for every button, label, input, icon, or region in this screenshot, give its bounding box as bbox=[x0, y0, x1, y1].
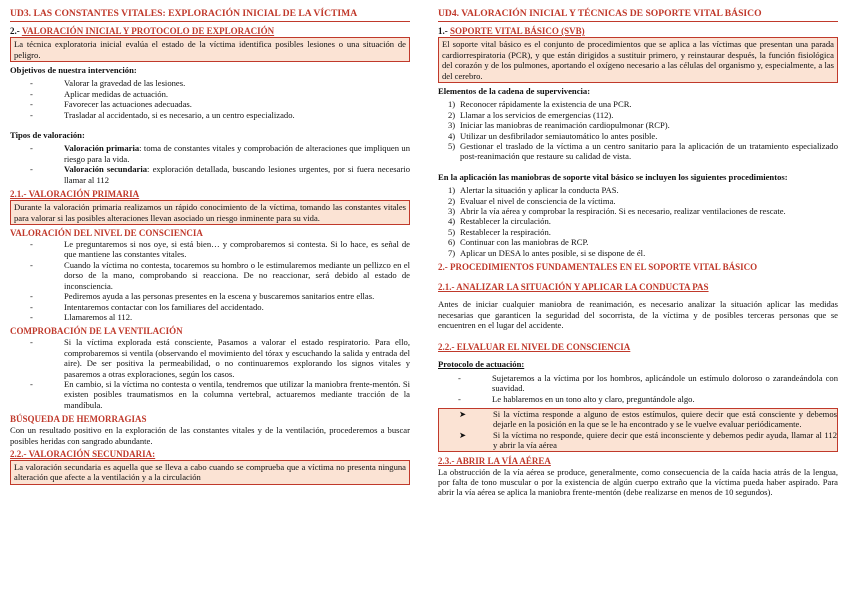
highlight-box: La técnica exploratoria inicial evalúa el estado de la víctima identifica posibles lesiones o una situación de peligro. bbox=[10, 37, 410, 62]
section-title: 2.3.- ABRIR LA VÍA AÉREA bbox=[438, 455, 551, 466]
list-item: 5) Restablecer la respiración. bbox=[448, 226, 551, 237]
highlight-box: La valoración secundaria es aquella que se lleva a cabo cuando se comprueba que a víctima no presenta ninguna alteración que afecte a la ventilación y a la circulación bbox=[10, 460, 410, 485]
chain-label: Elementos de la cadena de supervivencia: bbox=[438, 86, 591, 96]
arrow-icon: ➤ bbox=[459, 408, 467, 419]
list-item: - Le hablaremos en un tono alto y claro, preguntándole algo. bbox=[458, 393, 695, 404]
list-item: - Favorecer las actuaciones adecuadas. bbox=[30, 99, 192, 110]
list-item: - Valoración primaria: toma de constantes vitales y comprobación de alteraciones que impliquen un riesgo para la vida. bbox=[30, 143, 411, 164]
objectives-list bbox=[10, 78, 410, 120]
protocol-label: Protocolo de actuación: bbox=[438, 359, 525, 370]
types-label: Tipos de valoración: bbox=[10, 130, 85, 141]
objectives-label: Objetivos de nuestra intervención: bbox=[10, 65, 137, 75]
list-item: 1) Alertar la situación y aplicar la conducta PAS. bbox=[448, 185, 619, 196]
unit-title: UD3. LAS CONSTANTES VITALES: EXPLORACIÓN INICIAL DE LA VÍCTIMA bbox=[10, 8, 410, 22]
procedures-label: En la aplicación las maniobras de soporte vital básico se incluyen los siguientes procedimientos: bbox=[438, 171, 788, 182]
list-item: 7) Aplicar un DESA lo antes posible, si se dispone de él. bbox=[448, 247, 646, 258]
list-item: - Cuando la víctima no contesta, tocaremos su hombro o le estimularemos mediante un pellizco en el dorso de la mano, comprobando si reacciona. De no reaccionar, será debido al estado de inconsciencia. bbox=[30, 259, 410, 291]
right-column bbox=[438, 6, 838, 501]
section-title: 2.2.- VALORACIÓN SECUNDARIA: bbox=[10, 448, 156, 459]
subsection-title: BÚSQUEDA DE HEMORRAGIAS bbox=[10, 414, 147, 425]
highlight-box: El soporte vital básico es el conjunto de procedimientos que se aplica a las víctimas que presentan una parada cardiorrespiratoria (PCR), y que están dirigidos a sustituir primero, y reinstaurar después, la función fisiológica del corazón y de los pulmones, aportando el oxígeno necesario a las células del organismo y, especialmente, a las del cerebro. bbox=[438, 37, 838, 83]
list-item: - Trasladar al accidentado, si es necesario, a un centro especializado. bbox=[30, 109, 295, 120]
left-column bbox=[10, 6, 410, 488]
list-item: ➤ Si la víctima responde a alguno de estos estímulos, quiere decir que está consciente y debemos dejarle en la posición en la que se le ha encontrado y se le vuelve evaluar periódicamente. bbox=[459, 408, 837, 430]
list-item: 1) Reconocer rápidamente la existencia de una PCR. bbox=[448, 99, 632, 110]
paragraph: La obstrucción de la vía aérea se produce, generalmente, como consecuencia de la caída hacia atrás de la lengua, por falta de tono muscular o por la existencia de algún cuerpo extraño que la víctima pueda haber aspirado. Para abrir la vía aérea se aplica la maniobra frente-mentón (debe realizarse en menos de 10 segundos). bbox=[438, 466, 838, 498]
paragraph: Antes de iniciar cualquier maniobra de reanimación, es necesario analizar la situación aplicar las medidas necesarias que garanticen la seguridad del socorrista, de la víctima y de posibles terceras personas que se encuentren en el lugar del accidente. bbox=[438, 299, 838, 330]
list-item: 4) Restablecer la circulación. bbox=[448, 216, 551, 227]
paragraph: Con un resultado positivo en la exploración de las constantes vitales y de la ventilación, procederemos a buscar posibles heridas con sangrado abundante. bbox=[10, 425, 410, 446]
list-item: - Valoración secundaria: exploración detallada, buscando lesiones urgentes, por si fuera necesario llamar al 112 bbox=[30, 164, 411, 185]
list-item: 6) Continuar con las maniobras de RCP. bbox=[448, 237, 589, 248]
list-item: - Si la víctima explorada está consciente, Pasamos a valorar el estado respiratorio. Para ello, comprobaremos si ventila (observando el movimiento del tórax y escuchando la salida y entrada del aire). De ser positiva la permeabilidad, o no continuaremos explorando los signos vitales y pasaremos a otras exploraciones, según los casos. bbox=[30, 337, 410, 379]
list-item: 4) Utilizar un desfibrilador semiautomático lo antes posible. bbox=[448, 130, 658, 141]
highlight-box bbox=[438, 408, 838, 452]
list-item: - Pediremos ayuda a las personas presentes en la escena y buscaremos sanitarios entre ellas. bbox=[30, 291, 375, 302]
types-list bbox=[10, 143, 410, 185]
arrow-icon: ➤ bbox=[459, 429, 467, 440]
ventilation-list bbox=[10, 337, 410, 410]
section-title: 2.2.- ELVALUAR EL NIVEL DE CONSCIENCIA bbox=[438, 342, 631, 353]
list-item: - Valorar la gravedad de las lesiones. bbox=[30, 78, 186, 89]
list-item: 3) Abrir la vía aérea y comprobar la respiración. Si es necesario, realizar ventilaciones de rescate. bbox=[448, 206, 786, 217]
list-item: 2) Llamar a los servicios de emergencias (112). bbox=[448, 109, 614, 120]
protocol-list bbox=[438, 373, 838, 404]
subsection-title: VALORACIÓN DEL NIVEL DE CONSCIENCIA bbox=[10, 228, 203, 239]
section-title: VALORACIÓN INICIAL Y PROTOCOLO DE EXPLORACIÓN bbox=[21, 26, 275, 36]
chain-list bbox=[438, 99, 838, 161]
procedures-list bbox=[438, 185, 838, 258]
section-title: 2.- PROCEDIMIENTOS FUNDAMENTALES EN EL SOPORTE VITAL BÁSICO bbox=[438, 262, 758, 273]
list-item: 2) Evaluar el nivel de consciencia de la víctima. bbox=[448, 195, 616, 206]
list-item: - Intentaremos contactar con los familiares del accidentado. bbox=[30, 301, 264, 312]
list-item: ➤ Si la víctima no responde, quiere decir que está inconsciente y debemos pedir ayuda, llamar al 112 y abrir la vía aérea bbox=[459, 429, 837, 451]
section-title: 2.1.- ANALIZAR LA SITUACIÓN Y APLICAR LA CONDUCTA PAS bbox=[438, 282, 709, 293]
consciousness-list bbox=[10, 239, 410, 322]
unit-title: UD4. VALORACIÓN INICIAL Y TÉCNICAS DE SOPORTE VITAL BÁSICO bbox=[438, 8, 838, 22]
list-item: - Aplicar medidas de actuación. bbox=[30, 88, 169, 99]
section-heading bbox=[438, 26, 838, 36]
section-number: 1.- bbox=[438, 26, 448, 36]
highlight-box: Durante la valoración primaria realizamos un rápido conocimiento de la víctima, tomando las constantes vitales para valorar si las posibles alteraciones llevan asociado un riesgo inminente para su vida. bbox=[10, 200, 410, 225]
section-number: 2.- bbox=[10, 26, 20, 36]
list-item: 3) Iniciar las maniobras de reanimación cardiopulmonar (RCP). bbox=[448, 120, 670, 131]
list-item: - Le preguntaremos si nos oye, si está bien… y comprobaremos si contesta. Si lo hace, es señal de que mantiene las constantes vitales. bbox=[30, 239, 410, 260]
subsection-title: COMPROBACIÓN DE LA VENTILACIÓN bbox=[10, 326, 183, 337]
list-item: - Llamaremos al 112. bbox=[30, 311, 133, 322]
list-item: - Sujetaremos a la víctima por los hombros, aplicándole un estímulo doloroso o zarandeándola con suavidad. bbox=[458, 372, 838, 394]
section-title: SOPORTE VITAL BÁSICO (SVB) bbox=[450, 26, 585, 36]
list-item: - En cambio, si la víctima no contesta o ventila, tendremos que utilizar la maniobra frente-mentón. Si existen posibles traumatismos en la columna vertebral, actuaremos mediante tracción de la mandíbula. bbox=[30, 378, 410, 410]
section-title: 2.1.- VALORACIÓN PRIMARIA bbox=[10, 189, 140, 200]
list-item: 5) Gestionar el traslado de la víctima a un centro sanitario para la aplicación de un tratamiento especializado post-reanimación que restaure su calidad de vista. bbox=[448, 141, 838, 162]
section-heading bbox=[10, 26, 410, 36]
